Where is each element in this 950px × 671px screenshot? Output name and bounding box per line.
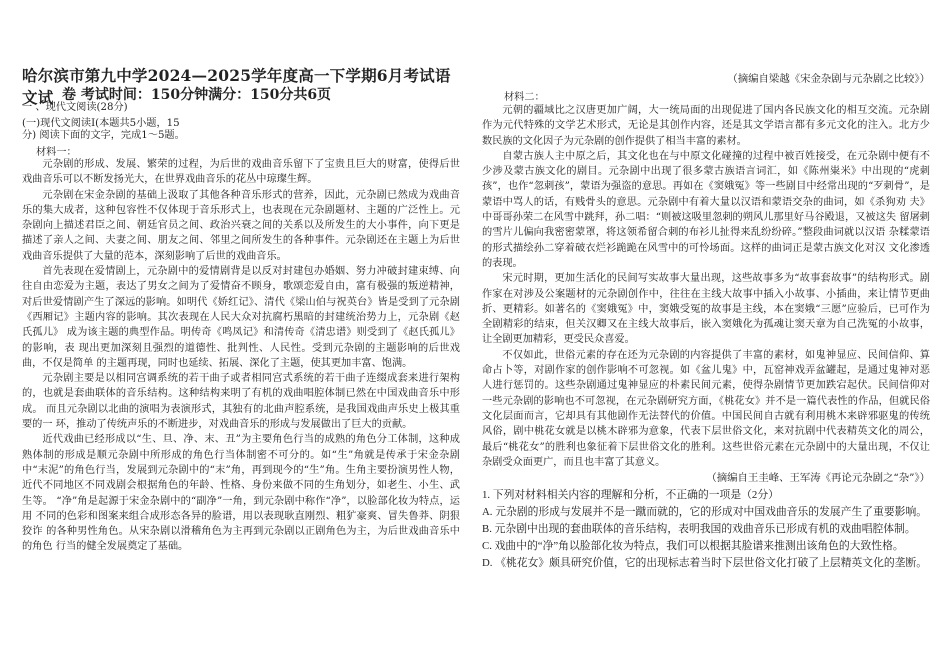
option-b: B. 元杂剧中出现的套曲联体的音乐结构，表明我国的戏曲音乐已形成有机的戏曲唱腔体制。: [482, 523, 916, 536]
material-two-label: 材料二：: [504, 92, 545, 103]
subsection-instruction: 分) 阅读下面的文字，完成1～5题。: [22, 130, 185, 141]
subsection-heading: (一)现代文阅读Ⅰ(本题共5小题，15: [22, 118, 180, 129]
paragraph: 自蒙古族人主中原之后，其文化也在与中原文化碰撞的过程中被百姓接受，在元杂剧中便有不少涉及蒙古族文化的剧目。元杂剧中出现了很多蒙古族语言词汇，如《陈州粜米》中出现的“虎刺孩”，也作“忽刺孩”，蒙语为强盗的意思。再如在《窦娥冤》等一些剧目中经常出现的“歹刺骨”，是蒙语中骂人的话，有贱骨头的意思。元杂剧中有着大量以汉语和蒙语交杂的曲词，如《杀狗劝 夫》中哥哥孙荣二在风雪中跳拜，孙二唱：“则被这吸里忽刺的朔风儿那里好马谷殿退，又被这失 留屠剌的雪片儿偏向我密密蒙罩，将这领希留合刺的布衫儿扯得来乱纷纷碎。”整段曲词就以汉语 杂糅蒙语的形式描绘孙二穿着破衣烂衫跪跪在风雪中的可怜场面。这样的曲词正是蒙古族文化对汉 文化渗透的表现。: [482, 150, 930, 269]
option-d: D. 《桃花女》颇具研究价值，它的出现标志着当时下层世俗文化打破了上层精英文化的垄断。: [482, 557, 928, 570]
option-a: A. 元杂剧的形成与发展并不是一蹴而就的，它的形成对中国戏曲音乐的发展产生了重要影响。: [482, 506, 928, 519]
paragraph: 不仅如此，世俗元素的存在还为元杂剧的内容提供了丰富的素材，如鬼神显应、民间信仰、算命占卜等，对剧作家的创作影响不可忽视。如《盆儿鬼》中，瓦窑神戏弄盆罐起，是通过鬼神对恶人进行惩罚的。这些杂剧通过鬼神显应的朴素民间元素，使得杂剧情节更加跌宕起伏。民间信仰对一些元杂剧的影响也不可忽视，在元杂剧研究方面，《桃花女》并不是一篇代表性的作品，但就民俗文化层面而言，它却具有其他剧作无法替代的价值。中国民间自古就有利用桃木来辟邪驱鬼的传统风俗，剧中桃花女就是以桃木辟邪为意象，代表下层世俗文化，来对抗剧中代表精英文化的周公，最后“桃花女”的胜利也象征着下层世俗文化的胜利。这些世俗元素在元杂剧中的大量出现，不仅让杂剧受众面更广，而且也丰富了其意义。: [482, 349, 930, 468]
exam-title-continued: 卷 考试时间：150分钟满分：150分共6页: [62, 87, 332, 103]
option-c: C. 戏曲中的“净”角以脸部化妆为特点，我们可以根据其脸谱来推测出该角色的大致性格。: [482, 540, 904, 553]
paragraph: 宋元时期，更加生活化的民间写实故事大量出现，这些故事多为“故事套故事”的结构形式。剧作家在对涉及公案题材的元杂剧创作中，往往在主线大故事中插入小故事、小插曲，来让情节更曲折、更精彩。如著名的《窦娥冤》中，窦娥受冤的故事是主线，本在窦娥“三愿”应验后，已可作为全剧精彩的结束，但关汉卿又在主线大故事后，嵌入窦娥化为孤魂让窦天章为自己洗冤的小故事，让全剧更加精彩，更受民众喜爱。: [482, 273, 930, 346]
citation-material-two: （摘编自王圭峰、王军涛《再论元杂剧之“杂”》）: [706, 472, 930, 485]
paragraph: 元杂剧主要是以相同宫调系统的若干曲子或者相同宫式系统的若干曲子连缀成套来进行架构的，也就是套曲联体的音乐结构。这种结构来明了有机的戏曲唱腔体制已然在中国戏曲音乐中形成。 而且元杂剧以北曲的演唱为表演形式，其独有的北曲声腔系统，是我国戏曲声乐史上极其重要的一 环，推动了传统声乐的不断进步，对戏曲音乐的形成与发展做出了巨大的贡献。: [22, 373, 460, 431]
material-one-label: 材料一：: [36, 147, 77, 158]
question-1-stem: 1. 下列对材料相关内容的理解和分析，不正确的一项是（2分）: [482, 489, 779, 502]
paragraph: 元杂剧的形成、发展、繁荣的过程，为后世的戏曲音乐留下了宝贵且巨大的财富，使得后世戏曲音乐可以不断发扬光大，在世界戏曲音乐的花丛中琼璨生辉。: [22, 159, 460, 186]
section-heading: 一 、现代文阅读(28分): [22, 102, 128, 113]
exam-title: 哈尔滨市第九中学2024—2025学年度高一下学期6月考试语文试: [22, 66, 451, 107]
material-one-body: [22, 157, 460, 555]
paragraph: 元杂剧在宋金杂剧的基础上汲取了其他各种音乐形式的营养，因此，元杂剧已然成为戏曲音乐的集大成者，这种包容性不仅体现于音乐形式上，也表现在元杂剧题材、主题的广泛性上。元杂剧向上描述君臣之间、朝廷官员之间、政治兴衰之间的关系以及所发生的大小事件，向下更是描述了亲人之间、夫妻之间、朋友之间、邻里之间所发生的各种事件。元杂剧还在主题上为后世戏曲音乐提供了大量的范本，深刻影响了后世的戏曲音乐。: [22, 189, 460, 262]
paragraph: 元朝的疆域比之汉唐更加广阔，大一统局面的出现促进了国内各民族文化的相互交流。元杂剧作为元代特殊的文学艺术形式，无论是其创作内容，还是其文学语言都有多元文化的注入。北方少数民族的文化因子为元杂剧的创作提供了相当丰富的素材。: [482, 105, 930, 147]
material-two-body: [482, 103, 930, 572]
paragraph: 近代戏曲已经形成以“生、旦、净、末、丑”为主要角色行当的成熟的角色分工体制，这种成熟体制的形成是顺元杂剧中所形成的角色行当体制密不可分的。如“生”角就是传承于宋金杂剧中“末泥”的角色行当，发展到元杂剧中的“末”角，再到现今的“生”角。生角主要扮演男性人物，近代不同地区不同戏剧会根据角色的年龄、性格、身份来做不同的生角划分，如老生、小生、武生等。 “净”角是起源于宋金杂剧中的“副净”一角，到元杂剧中称作“净”，以脸部化妆为特点，运用 不同的色彩和图案来组合成形态各异的脸谱，用以表现耿直刚烈、粗犷豪爽、冒失鲁莽、阴狠狡诈 的各种男性角色。从宋杂剧以滑稽角色为主再到元杂剧以正剧角色为主，为后世戏曲音乐中的角色 行当的健全发展奠定了基础。: [22, 434, 460, 553]
citation-material-one: （摘编自梁越《宋金杂剧与元杂剧之比较》）: [727, 73, 930, 85]
paragraph: 首先表现在爱情剧上，元杂剧中的爱情剧背是以反对封建包办婚姻、努力冲破封建束缚、向往自由恋爱为主题，表达了男女之间为了爱情奋不顾身，歌颂恋爱自由，富有极强的叛逆精神，对后世爱情剧产生了深远的影响。如明代《娇红记》、清代《梁山伯与祝英台》皆是受到了元杂剧《西厢记》主题内容的影响。其次表现在人民大众对抗腐朽黑暗的封建统治势力上，元杂剧《赵氏孤儿》 成为该主题的典型作品。明传奇《鸣凤记》和清传奇《清忠谱》则受到了《赵氏孤儿》的影响，表 现出更加深刻且强烈的道德性、批判性、人民性。受到元杂剧的主题影响的后世戏曲，不仅是简单 的主题再现，同时也延续、拓展、深化了主题，使其更加丰富、饱满。: [22, 266, 460, 369]
